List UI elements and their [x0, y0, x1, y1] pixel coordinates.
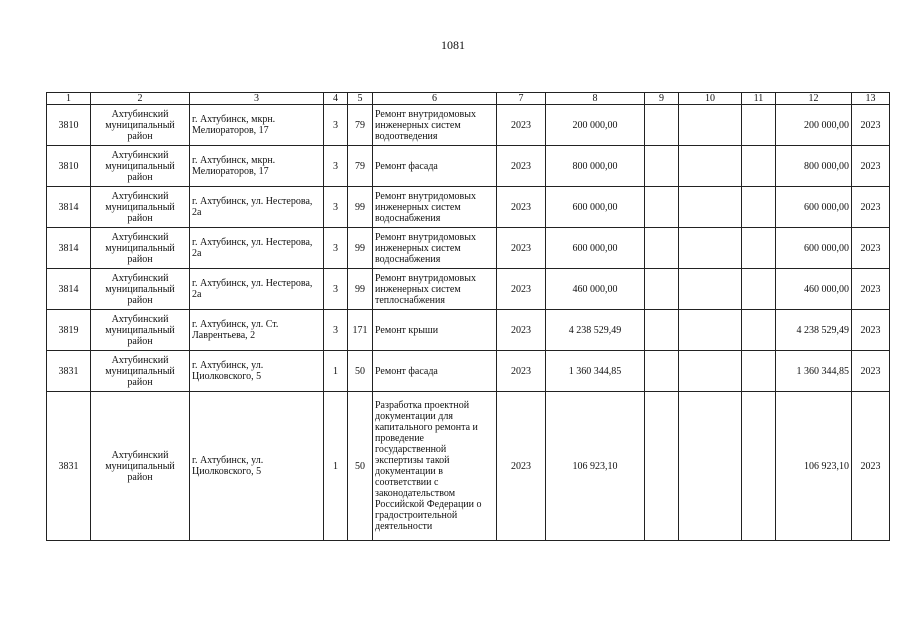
col11-cell: [742, 228, 776, 269]
table-row: [47, 146, 890, 187]
record-id-cell: 3810: [47, 146, 91, 187]
record-id-cell: 3819: [47, 310, 91, 351]
district-cell: Ахтубинский муниципальный район: [91, 228, 190, 269]
capital-repair-table: [46, 92, 890, 541]
address-cell: г. Ахтубинск, мкрн. Мелиораторов, 17: [190, 146, 324, 187]
col11-cell: [742, 392, 776, 541]
column-number-row: [47, 93, 890, 105]
col4-cell: 3: [324, 310, 348, 351]
col11-cell: [742, 146, 776, 187]
col4-cell: 3: [324, 187, 348, 228]
table-row: [47, 269, 890, 310]
column-number: 1: [47, 93, 91, 105]
total-cost-cell: 4 238 529,49: [776, 310, 852, 351]
column-number: 8: [546, 93, 645, 105]
total-cost-cell: 106 923,10: [776, 392, 852, 541]
address-cell: г. Ахтубинск, ул. Циолковского, 5: [190, 392, 324, 541]
year-cell: 2023: [497, 310, 546, 351]
total-cost-cell: 200 000,00: [776, 105, 852, 146]
address-cell: г. Ахтубинск, ул. Нестерова, 2а: [190, 228, 324, 269]
cost-cell: 600 000,00: [546, 228, 645, 269]
work-type-cell: Разработка проектной документации для капитального ремонта и проведение государственной экспертизы такой документации в соответствии с законодательством Российской Федерации о градостроительной деятельности: [373, 392, 497, 541]
completion-year-cell: 2023: [852, 105, 890, 146]
district-cell: Ахтубинский муниципальный район: [91, 146, 190, 187]
col4-cell: 3: [324, 146, 348, 187]
col9-cell: [645, 228, 679, 269]
completion-year-cell: 2023: [852, 392, 890, 541]
page-number: 1081: [441, 38, 465, 52]
column-number: 13: [852, 93, 890, 105]
column-number: 12: [776, 93, 852, 105]
column-number: 4: [324, 93, 348, 105]
col4-cell: 3: [324, 105, 348, 146]
col11-cell: [742, 105, 776, 146]
total-cost-cell: 600 000,00: [776, 228, 852, 269]
column-number: 2: [91, 93, 190, 105]
col9-cell: [645, 392, 679, 541]
col5-cell: 50: [348, 392, 373, 541]
address-cell: г. Ахтубинск, ул. Ст. Лаврентьева, 2: [190, 310, 324, 351]
address-cell: г. Ахтубинск, ул. Циолковского, 5: [190, 351, 324, 392]
col11-cell: [742, 269, 776, 310]
record-id-cell: 3810: [47, 105, 91, 146]
col5-cell: 99: [348, 228, 373, 269]
address-cell: г. Ахтубинск, мкрн. Мелиораторов, 17: [190, 105, 324, 146]
record-id-cell: 3814: [47, 228, 91, 269]
column-number: 6: [373, 93, 497, 105]
total-cost-cell: 1 360 344,85: [776, 351, 852, 392]
record-id-cell: 3814: [47, 187, 91, 228]
year-cell: 2023: [497, 228, 546, 269]
col9-cell: [645, 146, 679, 187]
column-number: 3: [190, 93, 324, 105]
district-cell: Ахтубинский муниципальный район: [91, 187, 190, 228]
table-row: [47, 351, 890, 392]
total-cost-cell: 460 000,00: [776, 269, 852, 310]
total-cost-cell: 600 000,00: [776, 187, 852, 228]
year-cell: 2023: [497, 105, 546, 146]
column-number: 7: [497, 93, 546, 105]
col5-cell: 79: [348, 105, 373, 146]
cost-cell: 1 360 344,85: [546, 351, 645, 392]
address-cell: г. Ахтубинск, ул. Нестерова, 2а: [190, 269, 324, 310]
col10-cell: [679, 351, 742, 392]
col10-cell: [679, 392, 742, 541]
record-id-cell: 3831: [47, 392, 91, 541]
district-cell: Ахтубинский муниципальный район: [91, 310, 190, 351]
col5-cell: 50: [348, 351, 373, 392]
col10-cell: [679, 146, 742, 187]
col9-cell: [645, 187, 679, 228]
col4-cell: 3: [324, 269, 348, 310]
col9-cell: [645, 351, 679, 392]
col11-cell: [742, 310, 776, 351]
col9-cell: [645, 105, 679, 146]
district-cell: Ахтубинский муниципальный район: [91, 351, 190, 392]
col5-cell: 99: [348, 269, 373, 310]
col5-cell: 171: [348, 310, 373, 351]
year-cell: 2023: [497, 187, 546, 228]
col10-cell: [679, 310, 742, 351]
table-row: [47, 187, 890, 228]
col4-cell: 1: [324, 392, 348, 541]
cost-cell: 4 238 529,49: [546, 310, 645, 351]
work-type-cell: Ремонт внутридомовых инженерных систем водоотведения: [373, 105, 497, 146]
col10-cell: [679, 105, 742, 146]
work-type-cell: Ремонт внутридомовых инженерных систем теплоснабжения: [373, 269, 497, 310]
year-cell: 2023: [497, 269, 546, 310]
column-number: 11: [742, 93, 776, 105]
table-row: [47, 228, 890, 269]
address-cell: г. Ахтубинск, ул. Нестерова, 2а: [190, 187, 324, 228]
district-cell: Ахтубинский муниципальный район: [91, 392, 190, 541]
district-cell: Ахтубинский муниципальный район: [91, 269, 190, 310]
table-row: [47, 392, 890, 541]
col11-cell: [742, 351, 776, 392]
col10-cell: [679, 228, 742, 269]
completion-year-cell: 2023: [852, 187, 890, 228]
total-cost-cell: 800 000,00: [776, 146, 852, 187]
work-type-cell: Ремонт внутридомовых инженерных систем водоснабжения: [373, 228, 497, 269]
work-type-cell: Ремонт внутридомовых инженерных систем водоснабжения: [373, 187, 497, 228]
completion-year-cell: 2023: [852, 146, 890, 187]
column-number: 9: [645, 93, 679, 105]
district-cell: Ахтубинский муниципальный район: [91, 105, 190, 146]
year-cell: 2023: [497, 146, 546, 187]
cost-cell: 460 000,00: [546, 269, 645, 310]
year-cell: 2023: [497, 351, 546, 392]
completion-year-cell: 2023: [852, 310, 890, 351]
record-id-cell: 3814: [47, 269, 91, 310]
cost-cell: 106 923,10: [546, 392, 645, 541]
completion-year-cell: 2023: [852, 351, 890, 392]
col9-cell: [645, 310, 679, 351]
cost-cell: 600 000,00: [546, 187, 645, 228]
completion-year-cell: 2023: [852, 269, 890, 310]
cost-cell: 800 000,00: [546, 146, 645, 187]
col11-cell: [742, 187, 776, 228]
column-number: 5: [348, 93, 373, 105]
work-type-cell: Ремонт фасада: [373, 351, 497, 392]
work-type-cell: Ремонт крыши: [373, 310, 497, 351]
cost-cell: 200 000,00: [546, 105, 645, 146]
col4-cell: 1: [324, 351, 348, 392]
record-id-cell: 3831: [47, 351, 91, 392]
col5-cell: 79: [348, 146, 373, 187]
work-type-cell: Ремонт фасада: [373, 146, 497, 187]
completion-year-cell: 2023: [852, 228, 890, 269]
col9-cell: [645, 269, 679, 310]
year-cell: 2023: [497, 392, 546, 541]
col5-cell: 99: [348, 187, 373, 228]
table-row: [47, 105, 890, 146]
col10-cell: [679, 187, 742, 228]
table-row: [47, 310, 890, 351]
col4-cell: 3: [324, 228, 348, 269]
col10-cell: [679, 269, 742, 310]
column-number: 10: [679, 93, 742, 105]
